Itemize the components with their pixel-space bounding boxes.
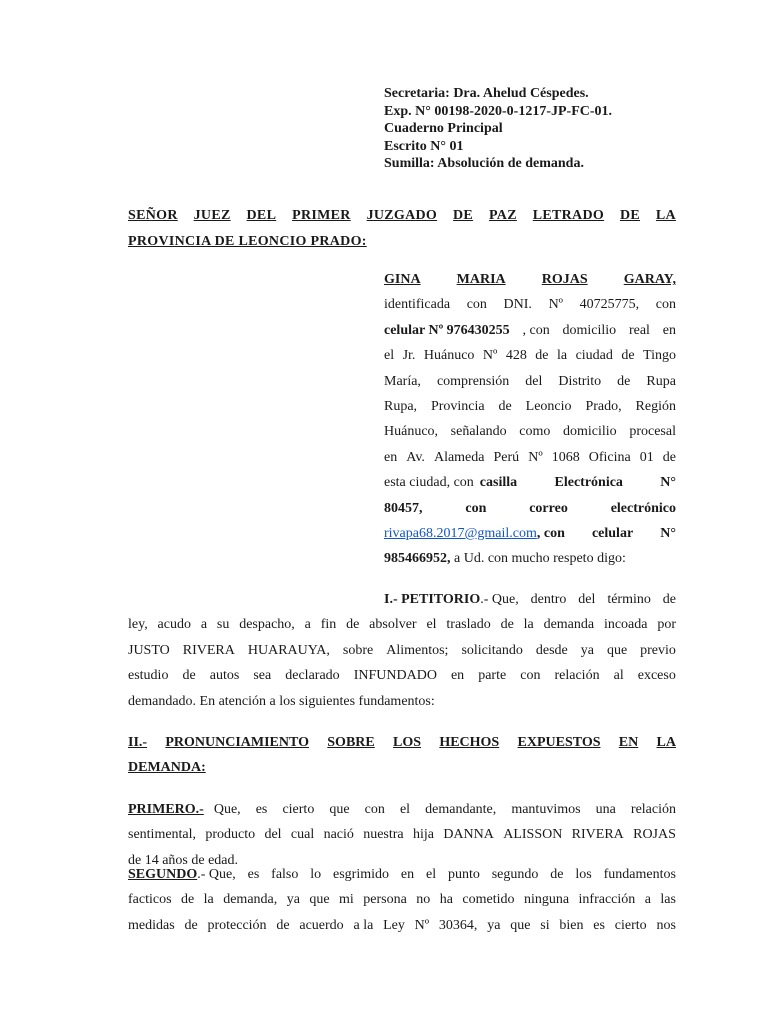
petitorio-line-4-word: de [182,668,196,684]
primero-line-2-word: producto [205,827,256,843]
petitorio-line-2-word: acudo [157,617,191,633]
party-line-8-word: 1068 [551,449,580,465]
petitorio-line-1-rest-word: de [662,592,676,607]
petitorio-line-2 [128,612,676,637]
party-line-4-word: Jr. [402,348,416,364]
party-line-5-word: María, [384,373,421,389]
segundo-line-2-word: ninguna [523,892,570,908]
party-line-8-word: Perú [493,449,520,465]
party-line-6-word: Leoncio [525,398,572,414]
brief-number-line: Escrito N° 01 [384,138,464,154]
address-line-1-word: DE [453,208,474,223]
party-line-8-word: de [662,449,676,465]
address-line-1 [128,203,676,229]
party-phone-2: 985466952, [384,551,451,567]
party-line-9-bold-word: Electrónica [554,475,623,491]
primero-line-1-rest-word: Que, [213,802,241,817]
party-line-7-word: domicilio [563,424,617,440]
party-line-6-word: Provincia [430,398,485,414]
primero-line-2 [128,822,676,847]
section-2-heading [128,730,676,781]
party-name-word: GINA [384,272,421,287]
party-line-10-word: 80457, [384,500,423,516]
party-line-11-bold-word: N° [660,525,676,541]
segundo-line-2-word: a [644,892,651,908]
segundo-line-2-word: que [309,892,330,908]
party-name-word: GARAY, [623,272,676,287]
party-line-8-word: Oficina [588,449,631,465]
petitorio-line-3 [128,638,676,663]
petitorio-line-2-word: por [657,617,676,633]
party-line-3 [384,318,676,343]
segundo-line-2-word: persona [363,892,407,908]
address-line-1-word: LETRADO [532,208,605,223]
case-number-line: Exp. N° 00198-2020-0-1217-JP-FC-01. [384,103,613,119]
segundo-line-3-word: acuerdo [299,917,344,933]
address-line-1-word: DE [619,208,641,223]
segundo-line-3-word: es [593,917,605,933]
segundo-line-3-word: Nº [414,917,430,933]
party-line-9-bold-word: casilla [479,475,518,491]
segundo-line-2-word: las [660,892,676,908]
petitorio-line-2-word: fin [320,617,337,633]
segundo-line-2-word: demanda, [223,892,278,908]
primero-line-2-word: hija [412,827,434,843]
section-2-line-1-word: HECHOS [439,735,500,750]
section-2-line-1-word: LA [656,735,676,750]
address-line-1-word: JUZGADO [366,208,438,223]
party-line-7-word: como [519,424,551,440]
party-line-10-word: electrónico [610,500,676,516]
primero-line-1-rest-word: cierto [282,802,315,817]
petitorio-line-4-word: al [613,668,624,684]
party-line-5-word: Rupa [646,373,676,389]
party-line-12 [384,546,676,571]
party-line-11 [384,521,676,546]
segundo-line-3-word: si [540,917,550,933]
party-phone-1: celular Nº 976430255 [384,322,510,338]
party-line-5-word: Distrito [558,373,602,389]
party-line-2 [384,292,676,317]
segundo-line-1-rest-word: falso [271,867,299,882]
petitorio-line-2-word: demanda [543,617,595,633]
petitorio-line-2-word: su [216,617,230,633]
petitorio-section [128,587,676,714]
primero-line-2-word: ALISSON [503,827,563,843]
segundo-line-1-rest-word: en [400,867,415,882]
primero-line-2-word: nació [323,827,354,843]
party-line-4-word: Tingo [643,348,676,364]
petitorio-line-3-word: RIVERA [182,642,235,658]
petitorio-line-4-word: autos [209,668,240,684]
party-line-4-word: el [384,348,395,364]
party-line-4-word: de [535,348,549,364]
petitorio-line-3-word: sobre [342,642,374,658]
notebook-line: Cuaderno Principal [384,121,503,136]
primero-label: PRIMERO.- [128,802,204,817]
segundo-line-3-word: ya [487,917,501,933]
address-line-1-word: LA [655,208,676,223]
party-line-3-rest-word: domicilio [562,322,617,338]
segundo-line-3-word: Ley [383,917,405,933]
section-2-line-1-word: PRONUNCIAMIENTO [165,735,309,750]
party-line-9-bold-word: N° [660,475,676,491]
petitorio-line-3-word: previo [640,642,676,658]
party-line-2-word: identificada [384,297,451,313]
petitorio-line-3-word: solicitando [461,642,523,658]
petitorio-line-2-word: de [346,617,360,633]
primero-line-1-rest-word: con [364,802,385,817]
party-line-4-word: Huánuco [423,348,475,364]
judge-address [128,203,676,255]
section-2-line-1-word: LOS [393,735,422,750]
primero-line-2-word: nuestra [363,827,404,843]
party-line-9-plain: esta ciudad, con [384,475,474,491]
segundo-line-1-rest [197,862,676,887]
segundo-label: SEGUNDO [128,867,198,882]
party-line-10 [384,496,676,521]
segundo-line-2-word: facticos [128,892,172,908]
party-line-8 [384,445,676,470]
petitorio-line-1-rest-word: dentro [530,592,567,607]
primero-line-2-word: DANNA [443,827,494,843]
primero-line-1-rest-word: que [329,802,350,817]
segundo-line-2-word: ha [439,892,453,908]
segundo-line-2-word: la [203,892,214,908]
segundo-line-3-word: protección [207,917,267,933]
party-line-2-word: con [466,297,487,313]
petitorio-line-4-word: relación [554,668,600,684]
primero-line-2-word: cual [290,827,315,843]
segundo-line-1-rest-word: fundamentos [603,867,676,882]
party-line-6-word: de [498,398,512,414]
petitorio-line-2-word: absolver [369,617,417,633]
segundo-line-1-rest-word: lo [310,867,322,882]
segundo-line-1-rest-word: el [425,867,437,882]
party-line-5-word: del [525,373,543,389]
party-line-6-word: Rupa, [384,398,418,414]
segundo-line-2 [128,887,676,912]
segundo-line-1-rest-word: los [575,867,592,882]
party-line-6-word: Prado, [585,398,622,414]
party-identification [384,267,676,572]
party-line-9-bold [480,470,676,495]
party-line-7 [384,419,676,444]
party-line-4-word: la [556,348,568,364]
primero-line-2-word: sentimental, [128,827,197,843]
section-2-line-1-word: EN [618,735,639,750]
party-line-4-word: 428 [505,348,527,364]
petitorio-line-5: demandado. En atención a los siguientes fundamentos: [128,693,435,709]
address-line-1-word: PRIMER [292,208,351,223]
petitorio-line-3-word: ya [580,642,594,658]
party-line-3-rest-word: en [662,322,676,338]
segundo-line-1-rest-word: .- Que, [197,867,236,882]
section-2-line-1-word: SOBRE [327,735,375,750]
section-2-line-1 [128,730,676,755]
party-line-7-word: procesal [629,424,676,440]
petitorio-line-3-word: desde [535,642,568,658]
segundo-line-1-rest-word: punto [447,867,480,882]
segundo-section [128,862,676,938]
party-greeting: a Ud. con mucho respeto digo: [450,551,626,567]
primero-line-2-word: ROJAS [633,827,676,843]
party-line-11-bold [537,521,676,546]
party-line-8-word: Nº [528,449,543,465]
address-line-1-word: SEÑOR [128,208,178,223]
petitorio-line-4-word: parte [478,668,507,684]
petitorio-line-4-word: declarado [285,668,340,684]
segundo-line-2-word: ya [286,892,300,908]
segundo-line-3-word: 30364, [438,917,478,933]
petitorio-line-3-word: que [606,642,628,658]
petitorio-line-2-word: ley, [128,617,148,633]
party-line-2-word: Nº [548,297,564,313]
party-line-8-word: 01 [639,449,654,465]
party-line-6-word: Región [635,398,676,414]
petitorio-line-1-rest-word: término [607,592,651,607]
segundo-line-3-word: a la [353,917,374,933]
segundo-line-1-rest-word: es [247,867,260,882]
party-line-8-word: Av. [406,449,425,465]
petitorio-line-1-rest [480,587,676,612]
segundo-line-3-word: de [184,917,198,933]
party-line-11-bold-word: celular [591,525,634,541]
petitorio-line-1-rest-word: del [578,592,596,607]
primero-line-1 [128,797,676,822]
petitorio-line-2-word: a [200,617,208,633]
party-line-8-word: Alameda [433,449,485,465]
section-2-line-1-word: EXPUESTOS [517,735,601,750]
primero-line-1-rest-word: es [255,802,268,817]
address-line-1-word: JUEZ [193,208,231,223]
party-line-4-word: ciudad [575,348,613,364]
primero-line-1-rest-word: mantuvimos [511,802,581,817]
party-line-5 [384,369,676,394]
secretary-line: Secretaria: Dra. Ahelud Céspedes. [384,86,589,101]
segundo-line-2-word: mi [339,892,354,908]
segundo-line-3-word: bien [559,917,584,933]
party-line-5-word: comprensión [436,373,510,389]
party-line-4-word: Nº [482,348,498,364]
address-line-1-word: PAZ [488,208,517,223]
petitorio-heading: I.- PETITORIO [384,592,481,607]
party-line-3-rest-word: , con [522,322,550,338]
section-2-line-1-word: II.- [128,735,148,750]
party-name [384,267,676,292]
case-header [384,85,714,173]
primero-line-2-word: del [264,827,282,843]
petitorio-line-1 [128,587,676,612]
segundo-line-2-word: cometido [462,892,515,908]
segundo-line-3-word: que [510,917,531,933]
segundo-line-2-word: no [416,892,431,908]
party-name-word: MARIA [456,272,506,287]
petitorio-line-2-word: la [523,617,534,633]
petitorio-line-4-word: estudio [128,668,169,684]
party-line-2-word: con [655,297,676,313]
party-line-2-word: 40725775, [579,297,640,313]
party-line-10-word: correo [529,500,568,516]
segundo-line-3-word: medidas [128,917,175,933]
segundo-line-3-word: de [276,917,290,933]
primero-line-1-rest-word: demandante, [425,802,497,817]
petitorio-line-4-word: INFUNDADO [353,668,437,684]
petitorio-line-3-word: HUARAUYA, [247,642,330,658]
party-line-11-bold-word: , con [536,525,565,541]
party-line-4-word: de [621,348,635,364]
party-line-4 [384,343,676,368]
petitorio-line-4 [128,663,676,688]
segundo-line-3 [128,913,676,938]
party-line-10-word: con [465,500,487,516]
address-line-2: PROVINCIA DE LEONCIO PRADO: [128,234,367,249]
petitorio-line-4-word: con [520,668,541,684]
party-line-7-word: Huánuco, [384,424,439,440]
party-line-2-word: DNI. [503,297,532,313]
petitorio-line-1-rest-word: .- Que, [480,592,519,607]
party-line-6 [384,394,676,419]
primero-line-1-rest [214,797,676,822]
petitorio-line-4-word: exceso [637,668,676,684]
petitorio-line-4-word: sea [253,668,272,684]
segundo-line-1-rest-word: esgrimido [333,867,390,882]
party-line-3-rest-word: real [628,322,650,338]
email-link[interactable]: rivapa68.2017@gmail.com [384,525,537,541]
segundo-line-1-rest-word: de [550,867,564,882]
segundo-line-1-rest-word: segundo [491,867,539,882]
primero-line-3: de 14 años de edad. [128,852,239,868]
primero-line-2-word: RIVERA [571,827,624,843]
primero-line-1-rest-word: relación [630,802,676,817]
party-line-5-word: de [617,373,631,389]
party-line-8-word: en [384,449,398,465]
primero-line-1-rest-word: una [595,802,616,817]
party-line-7-word: señalando [450,424,507,440]
section-2-line-2: DEMANDA: [128,760,206,776]
segundo-line-1 [128,862,676,887]
party-name-word: ROJAS [541,272,588,287]
petitorio-line-2-word: incoada [603,617,648,633]
party-line-9 [384,470,676,495]
petitorio-line-2-word: el [426,617,437,633]
petitorio-line-4-word: en [450,668,465,684]
petitorio-line-2-word: despacho, [239,617,295,633]
primero-line-1-rest-word: el [399,802,411,817]
segundo-line-3-word: nos [656,917,676,933]
segundo-line-2-word: de [180,892,195,908]
summary-line: Sumilla: Absolución de demanda. [384,156,584,171]
segundo-line-3-word: cierto [614,917,647,933]
segundo-line-2-word: infracción [578,892,636,908]
petitorio-line-2-word: a [304,617,311,633]
petitorio-line-2-word: traslado [446,617,491,633]
address-line-1-word: DEL [246,208,277,223]
petitorio-line-3-word: JUSTO [128,642,170,658]
petitorio-line-2-word: de [500,617,514,633]
petitorio-line-3-word: Alimentos; [386,642,449,658]
